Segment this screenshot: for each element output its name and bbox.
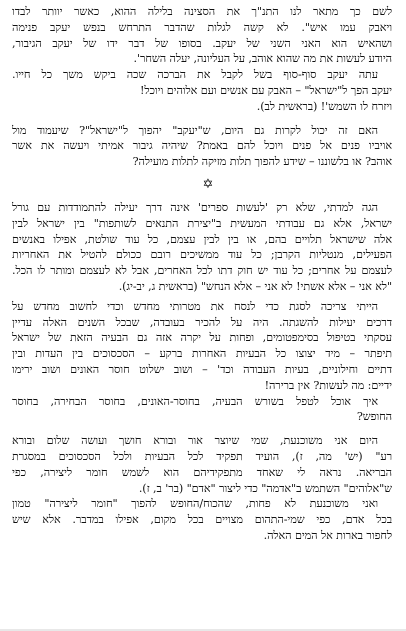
text-line: אלה שישראל תלויים בהם, או בין לבין עצמם, כל עוד שולטת, אפילו באנשים — [12, 232, 392, 246]
text-line: "לא אני – אלא אשתי! לא אני – אלא הנחש" (בראשית ג, יב-יג). — [118, 279, 392, 293]
paragraph-3 — [12, 200, 392, 295]
text-line: אויביו פנים אל פנים ויוכל להם באמת? שיהיה גיבור אמיתי ויעשה את אשר — [12, 139, 392, 153]
text-line: תיפתר – מיד יצוצו כל הבעיות האחרות ברקע – הסכסוכים בין העדות ובין — [12, 347, 392, 361]
text-line: היום אני משוכנעת, שמי שיוצר אור ובורא חושך ועושה שלום ובורא — [12, 434, 378, 448]
text-line: אוהב? או בלשוננו – שידע להפוך תלות מזיקה לתלות מועילה? — [132, 155, 392, 169]
text-line: יעקב הפך ל"ישראל" – האבק עם אנשים ועם אלוהים ויוכל! — [140, 83, 392, 97]
text-line: ושהאיש הוא האני השני של יעקב. בסופו של דבר ידו של יעקב הגיבור, — [12, 36, 392, 50]
text-line: עסקתי בטיפול בסימפטומים, ופחות על יקרה אזה גם הבעיה הזאת של ישראל — [12, 331, 392, 345]
text-line: ואני משוכנעת לא פחות, שהכוח/החופש להפוך "חומר ליצירה" טמון — [12, 497, 378, 511]
text-line: היודע לעשות את מה שהוא אוהב, על העליונה, יעלה השחר'. — [133, 52, 392, 66]
text-line: לעצמם על אחרים; כל עוד יש חוק דתו לכל האחרים, אבל לא לעצמם ומותר לו הכל. — [12, 264, 392, 278]
paragraph-7 — [12, 496, 392, 543]
text-line: החופש? — [356, 410, 392, 424]
text-line: ויזרח לו השמש'! (בראשית לב). — [256, 99, 392, 113]
text-line: הבריאה. נראה לי שאחד מתפקידיהם הוא לשמש חומר ליצירה, כפי — [12, 465, 392, 479]
text-line: עתה יעקב סוף-סוף בשל לקבל את הברכה שכה ביקש משך כל חייו. — [12, 68, 378, 82]
text-line: בכל אדם, כפי שמי-התהום מצויים בכל מקום, אפילו במדבר. אלא שיש — [12, 513, 392, 527]
text-line: ש"אלוהים" השתמש ב"אדמה" כדי ליצור "אדם" (בר' ב, ז). — [138, 481, 392, 495]
text-line: ישראל, אלא גם עבודתי המעשית ב"יצירת התנאים לשותפות" בין ישראל לבין — [12, 216, 392, 230]
text-line: לחפור בארות אל המים האלה. — [263, 528, 392, 542]
text-line: לשם כך מתאר לנו התנ"ך את הסצינה בלילה ההוא, כאשר יוותר לבדו — [12, 5, 392, 18]
paragraph-6 — [12, 433, 392, 496]
text-line: ידיים: מה לעשות? אין ברירה! — [264, 378, 392, 392]
text-line: איך אוכל לטפל בשורש הבעיה, בחוסר-האונים, בחוסר הבחירה, בחוסר — [12, 394, 378, 408]
paragraph-4 — [12, 299, 392, 394]
text-line: הפעילים, מנטליות הקרבן; כל עוד ממשיכים רובם ככולם להטיל את האחריות — [12, 248, 392, 262]
paragraph-5 — [12, 394, 392, 426]
star-of-david-icon: ✡ — [202, 177, 214, 193]
text-line: הייתי צריכה לסגת כדי לנסח את מטרותי מחדש וכדי לחשוב מחדש על — [12, 299, 378, 313]
section-separator — [12, 170, 392, 200]
text-line: הגה למדתי, שלא רק 'לעשות ספרים' אינה דרך יעילה להתמודדות עם גורל — [12, 200, 378, 214]
text-line: ויאבק עמו איש". לא קשה לגלות שהדבר התרחש בנפש יעקב פנימה — [12, 20, 392, 34]
paragraph-1 — [12, 4, 392, 115]
text-line: רע" (יש' מה, ז), הועיד תפקיד לכל הבעיות ולכל הסכסוכים במסגרת — [12, 449, 392, 463]
text-line: האם זה יכול לקרות גם היום, ש"יעקב" יהפוך ל"ישראל"? שיעמוד מול — [12, 123, 378, 137]
text-line: דתיים וחילוניים, בעיות העבודה וכד' – ושוב ישלוט חוסר האונים ושוב ירימו — [12, 362, 392, 376]
paragraph-2 — [12, 123, 392, 170]
text-line: דרכים יעילות להשגתה. היה על להכיר בעובדה, שבכל השנים האלה עדיין — [12, 315, 392, 329]
